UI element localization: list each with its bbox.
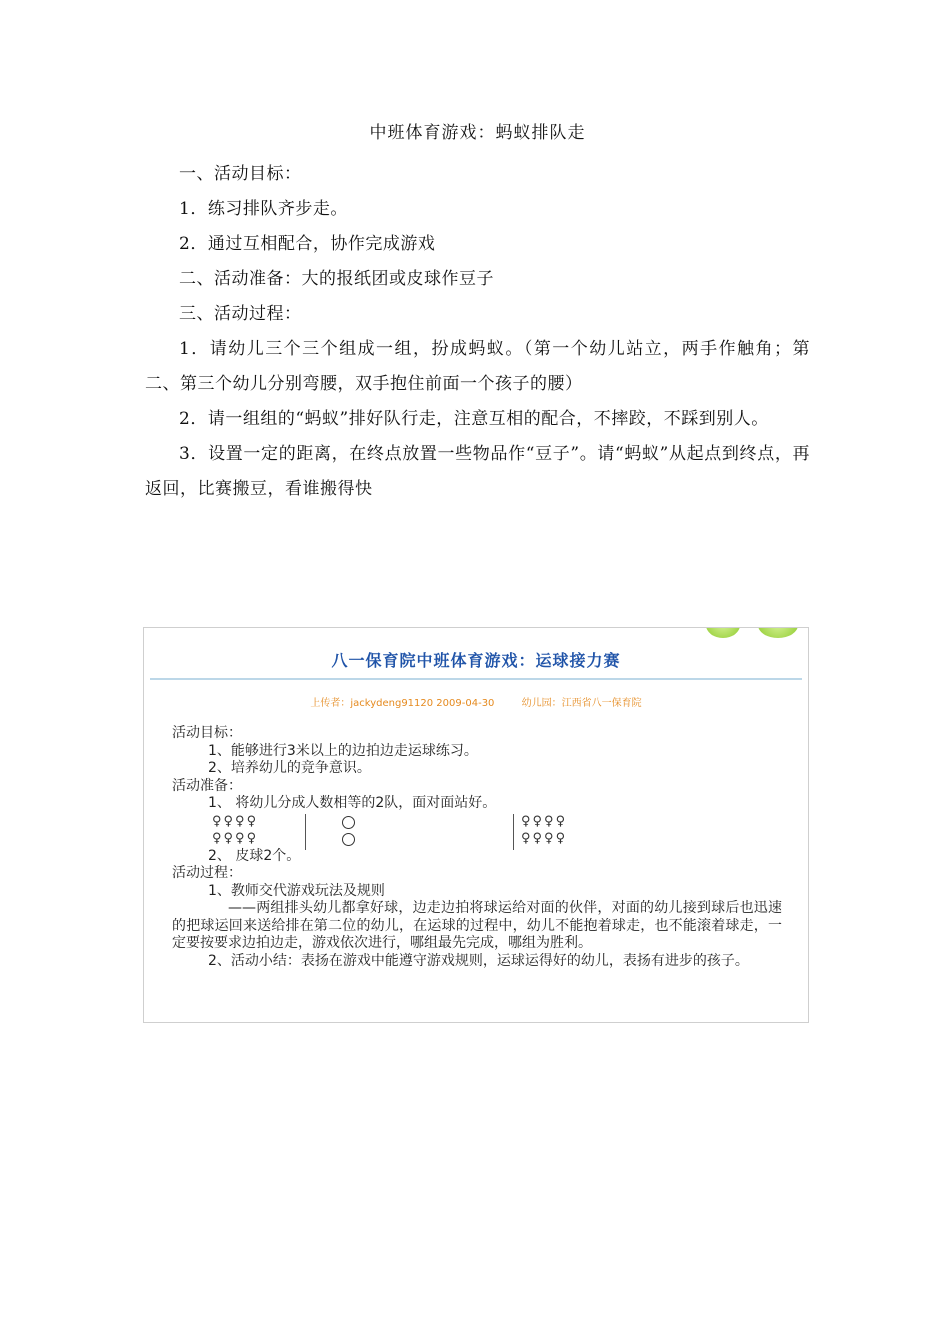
prep-heading: 活动准备：	[172, 777, 242, 794]
process-step-2: 2．请一组组的“蚂蚁”排好队行走，注意互相的配合，不摔跤，不踩到别人。	[179, 409, 769, 429]
meta-uploader: 上传者：jackydeng91120 2009-04-30	[310, 698, 495, 709]
goal-heading: 活动目标：	[172, 725, 242, 741]
meta-school: 幼儿园：江西省八一保育院	[521, 698, 642, 709]
card-body	[172, 725, 782, 970]
card-meta	[144, 694, 808, 709]
process-heading: 活动过程：	[172, 865, 242, 881]
section-goals-heading: 一、活动目标：	[179, 164, 302, 184]
process-step-3: 3．设置一定的距离，在终点放置一些物品作“豆子”。请“蚂蚁”从起点到终点，再返回，比赛搬豆，看谁搬得快	[145, 444, 810, 499]
team-a-row-2: ♀♀♀♀	[212, 831, 259, 846]
divider-line-right	[513, 814, 514, 850]
formation-diagram-space	[172, 813, 782, 848]
team-b-row-2: ♀♀♀♀	[521, 831, 568, 846]
goal-line-2: 2、培养幼儿的竞争意识。	[208, 760, 371, 776]
document-body	[145, 118, 810, 507]
goal-line-1: 1、能够进行3米以上的边拍边走运球练习。	[208, 742, 478, 759]
team-a-row-1: ♀♀♀♀	[212, 814, 259, 829]
process-line-1: 1、教师交代游戏玩法及规则	[208, 882, 385, 899]
card-title: 八一保育院中班体育游戏：运球接力赛	[331, 651, 621, 670]
divider-line-left	[305, 814, 306, 850]
team-b-row-1: ♀♀♀♀	[521, 814, 568, 829]
process-rules: ——两组排头幼儿都拿好球，边走边拍将球运给对面的伙伴，对面的幼儿接到球后也迅速的把球运回来送给排在第二位的幼儿，在运球的过程中，幼儿不能抱着球走，也不能滚着球走，一定要按要求边拍边走，游戏依次进行，哪组最先完成，哪组为胜利。	[172, 900, 782, 951]
ball-icon	[706, 627, 740, 638]
prep-line-2: 2、 皮球2个。	[208, 847, 301, 864]
goal-item-2: 2．通过互相配合，协作完成游戏	[179, 234, 436, 254]
section-process-heading: 三、活动过程：	[179, 304, 302, 324]
section-preparation: 二、活动准备：大的报纸团或皮球作豆子	[179, 269, 494, 289]
prep-line-1: 1、 将幼儿分成人数相等的2队，面对面站好。	[208, 795, 497, 811]
ball-marker-icon	[342, 816, 355, 829]
document-title: 中班体育游戏：蚂蚁排队走	[369, 123, 586, 143]
decorative-balls	[698, 627, 808, 642]
process-step-1: 1．请幼儿三个三个组成一组，扮成蚂蚁。（第一个幼儿站立，两手作触角；第二、第三个幼儿分别弯腰，双手抱住前面一个孩子的腰）	[145, 339, 810, 394]
goal-item-1: 1．练习排队齐步走。	[179, 199, 348, 219]
ball-marker-icon	[342, 833, 355, 846]
embedded-screenshot-card	[143, 627, 809, 1023]
ball-icon	[758, 627, 798, 638]
process-line-2: 2、活动小结：表扬在游戏中能遵守游戏规则，运球运得好的幼儿，表扬有进步的孩子。	[208, 952, 749, 969]
card-divider	[150, 678, 802, 680]
